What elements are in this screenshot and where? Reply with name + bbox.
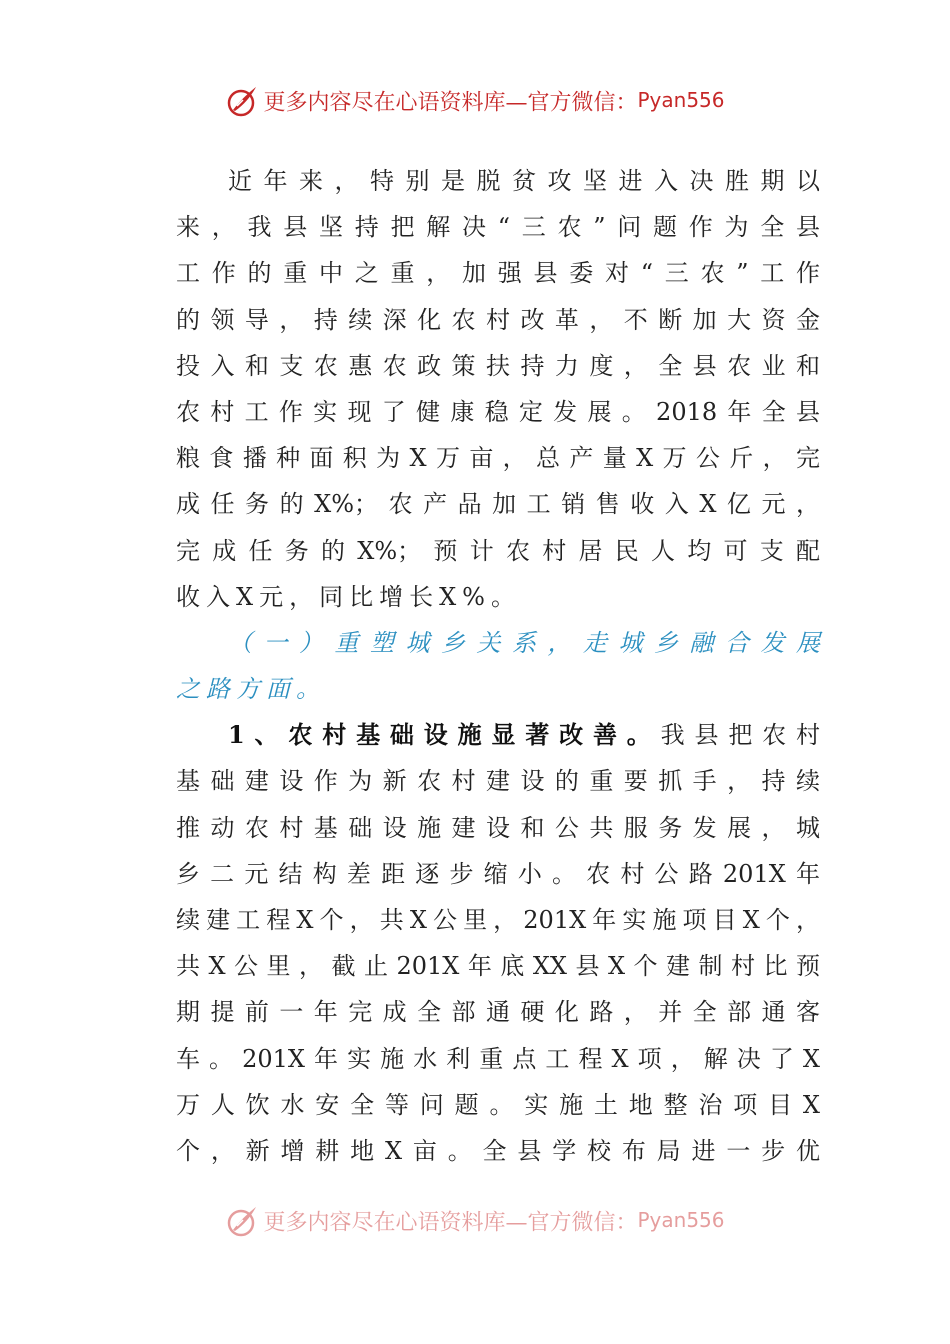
paragraph-line: 基础建设作为新农村建设的重要抓手，持续	[176, 767, 820, 796]
paragraph-line: 粮食播种面积为X万亩，总产量X万公斤，完	[176, 444, 820, 473]
section-heading: 之路方面。	[176, 675, 326, 704]
paragraph-line: 投入和支农惠农政策扶持力度，全县农业和	[176, 351, 820, 380]
paragraph-line: 近年来，特别是脱贫攻坚进入决胜期以	[228, 167, 820, 195]
section-heading: （一）重塑城乡关系，走城乡融合发展	[228, 628, 820, 657]
watermark-id: Pyan556	[637, 88, 725, 112]
watermark-footer	[0, 1204, 950, 1238]
paragraph-line: 成任务的X%；农产品加工销售收入X亿元，	[176, 490, 820, 519]
paragraph-line: 续建工程X个，共X公里，201X年实施项目X个，	[176, 906, 820, 934]
paragraph-line: 车。201X年实施水利重点工程X项，解决了X	[176, 1044, 820, 1073]
paragraph-line: 来，我县坚持把解决“三农”问题作为全县	[176, 213, 820, 242]
paragraph-line: 万人饮水安全等问题。实施土地整治项目X	[176, 1090, 820, 1119]
item-text: 我县把农村	[660, 721, 821, 750]
watermark-id: Pyan556	[637, 1208, 725, 1232]
paragraph-line: 推动农村基础设施建设和公共服务发展，城	[176, 813, 820, 842]
paragraph-line: 个，新增耕地X亩。全县学校布局进一步优	[176, 1136, 820, 1165]
paragraph-line: 共X公里，截止201X年底XX县X个建制村比预	[176, 952, 820, 981]
watermark-header	[0, 84, 950, 118]
paragraph-line: 期提前一年完成全部通硬化路，并全部通客	[176, 998, 820, 1027]
paragraph-line: 乡二元结构差距逐步缩小。农村公路201X年	[176, 859, 820, 888]
paragraph-line: 收入X元，同比增长X%。	[176, 582, 521, 611]
paragraph-line	[176, 712, 820, 758]
paragraph-line: 工作的重中之重，加强县委对“三农”工作	[176, 259, 820, 288]
body-text	[176, 158, 820, 1174]
item-title: 1、农村基础设施显著改善。	[228, 720, 661, 750]
watermark-text: 更多内容尽在心语资料库—官方微信：	[263, 90, 638, 116]
quill-logo-icon	[225, 84, 259, 118]
watermark-text: 更多内容尽在心语资料库—官方微信：	[263, 1210, 638, 1236]
paragraph-line: 农村工作实现了健康稳定发展。2018年全县	[176, 397, 820, 426]
paragraph-line: 完成任务的X%；预计农村居民人均可支配	[176, 536, 820, 565]
paragraph-line: 的领导，持续深化农村改革，不断加大资金	[176, 305, 820, 334]
quill-logo-icon	[225, 1204, 259, 1238]
